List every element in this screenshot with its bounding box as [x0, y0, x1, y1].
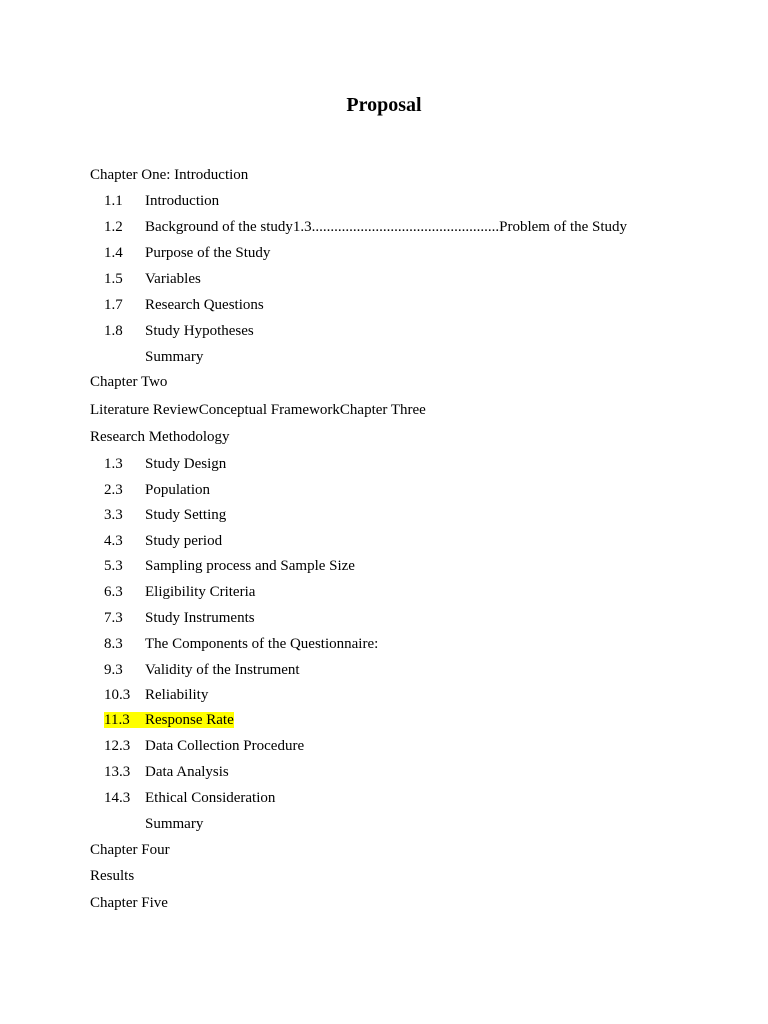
toc-item-number: 9.3 — [104, 662, 123, 678]
toc-item-label: Variables — [145, 271, 201, 287]
page-title: Proposal — [346, 94, 422, 116]
toc-item-label: Data Analysis — [145, 764, 229, 780]
toc-item — [104, 762, 229, 782]
toc-item-number: 1.7 — [104, 297, 123, 313]
toc-item-label: Ethical Consideration — [145, 790, 276, 806]
toc-item-number: 1.1 — [104, 193, 123, 209]
toc-item — [104, 191, 219, 211]
chapter-five-heading: Chapter Five — [90, 895, 168, 911]
toc-item-number: 1.8 — [104, 323, 123, 339]
toc-item-label: Study Setting — [145, 507, 227, 523]
toc-item-label: Research Questions — [145, 297, 264, 313]
toc-item-number: 7.3 — [104, 610, 123, 626]
toc-item-number: 1.2 — [104, 219, 123, 235]
toc-item — [104, 685, 208, 705]
toc-item-highlighted — [104, 710, 234, 730]
toc-item — [104, 634, 378, 654]
toc-item-label: Reliability — [145, 687, 209, 703]
toc-item-number: 13.3 — [104, 764, 131, 780]
toc-item-label: Purpose of the Study — [145, 245, 271, 261]
toc-item — [104, 321, 254, 341]
toc-item — [104, 608, 255, 628]
toc-item-number: 1.3 — [104, 456, 123, 472]
toc-item-number: 4.3 — [104, 533, 123, 549]
toc-item-number: 3.3 — [104, 507, 123, 523]
toc-item — [104, 505, 226, 525]
toc-item-label: Study Design — [145, 456, 227, 472]
toc-item — [104, 269, 201, 289]
chapter-one-summary: Summary — [145, 349, 204, 365]
toc-item-number: 11.3 — [104, 712, 130, 728]
chapter-two-line: Literature ReviewConceptual FrameworkChapter Three — [90, 402, 426, 418]
toc-item-label: Introduction — [145, 193, 220, 209]
toc-item — [104, 295, 264, 315]
toc-item — [104, 660, 300, 680]
toc-item — [104, 556, 355, 576]
chapter-three-summary: Summary — [145, 816, 204, 832]
toc-item — [104, 480, 210, 500]
toc-item-number: 6.3 — [104, 584, 123, 600]
toc-item-number: 14.3 — [104, 790, 131, 806]
toc-item-label: Eligibility Criteria — [145, 584, 256, 600]
toc-item-label: The Components of the Questionnaire: — [145, 636, 379, 652]
toc-item-label: Population — [145, 482, 211, 498]
toc-item — [104, 531, 222, 551]
chapter-one-heading: Chapter One: Introduction — [90, 167, 249, 183]
toc-item-label: Background of the study1.3..................................................Problem of the Study — [145, 219, 628, 235]
chapter-two-heading: Chapter Two — [90, 374, 168, 390]
chapter-four-heading: Chapter Four — [90, 842, 170, 858]
toc-item-label: Study Instruments — [145, 610, 255, 626]
toc-item — [104, 582, 255, 602]
toc-item-label: Study Hypotheses — [145, 323, 254, 339]
toc-item — [104, 454, 226, 474]
toc-item-label: Response Rate — [145, 712, 234, 728]
toc-item-label: Sampling process and Sample Size — [145, 558, 355, 574]
toc-item — [104, 243, 270, 263]
toc-item-number: 1.4 — [104, 245, 123, 261]
toc-item-number: 5.3 — [104, 558, 123, 574]
chapter-three-heading: Research Methodology — [90, 429, 230, 445]
toc-item-number: 10.3 — [104, 687, 131, 703]
toc-item — [104, 217, 627, 237]
toc-item-number: 2.3 — [104, 482, 123, 498]
toc-item-number: 12.3 — [104, 738, 131, 754]
toc-item-label: Study period — [145, 533, 223, 549]
toc-item-label: Data Collection Procedure — [145, 738, 305, 754]
text-highlight — [104, 712, 234, 728]
toc-item-number: 1.5 — [104, 271, 123, 287]
toc-item-number: 8.3 — [104, 636, 123, 652]
toc-item — [104, 736, 304, 756]
toc-item — [104, 788, 275, 808]
chapter-four-line: Results — [90, 868, 135, 884]
toc-item-label: Validity of the Instrument — [145, 662, 300, 678]
